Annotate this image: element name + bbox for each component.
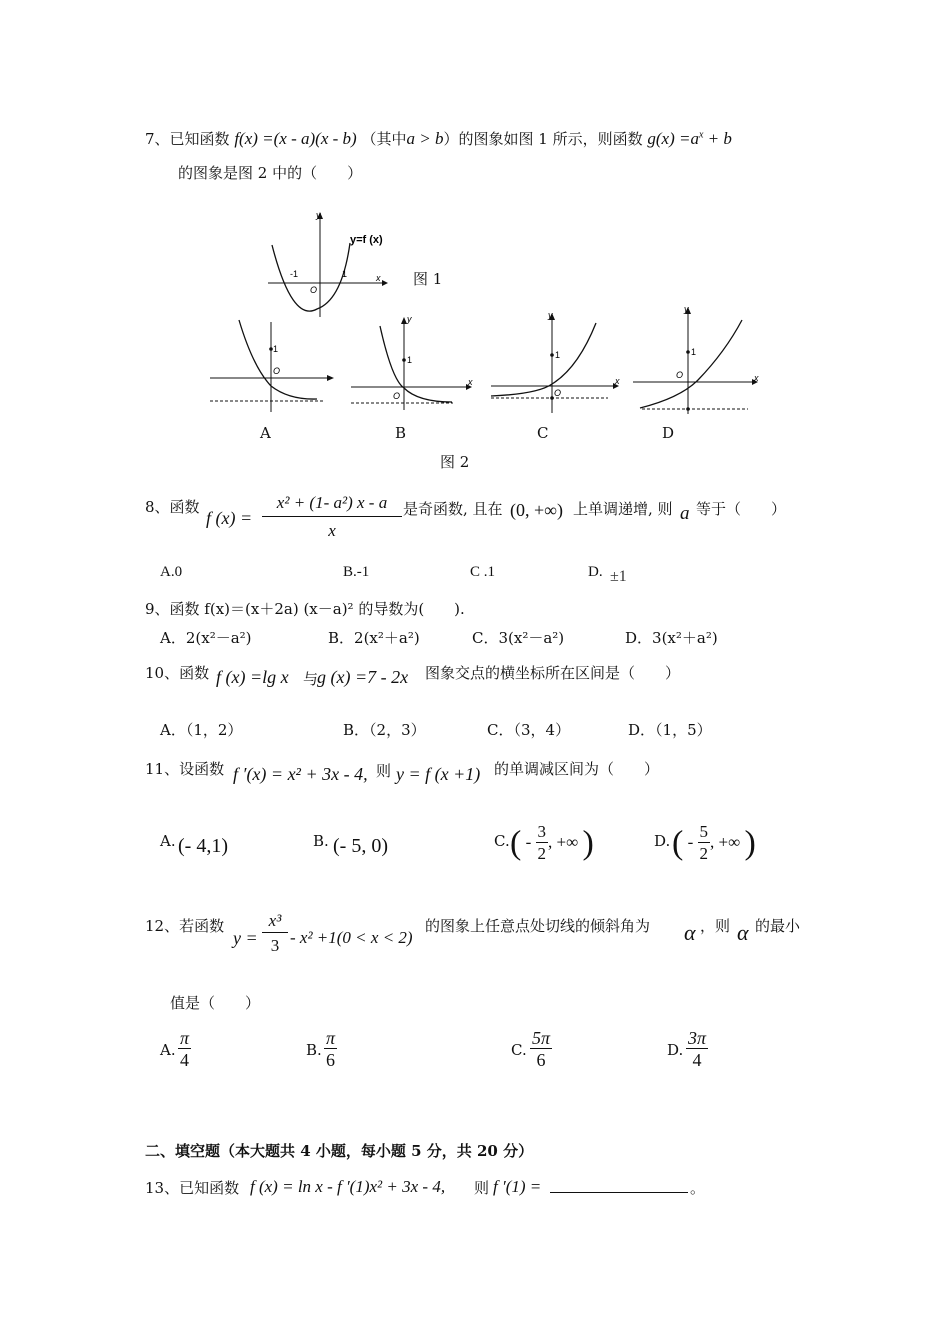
q13-ask: f ′(1) = <box>493 1177 542 1196</box>
q12-option-a-label: A. <box>160 1041 176 1059</box>
q11-d-minus: - <box>687 832 694 852</box>
fig2b-point-1 <box>402 358 406 362</box>
fig2a-one: 1 <box>273 344 279 354</box>
q13-prefix: 13、已知函数 <box>145 1179 240 1197</box>
fig1-neg-one: -1 <box>290 269 299 279</box>
fig2c-point-1 <box>550 353 554 357</box>
fig2d-x-label: x <box>754 373 759 383</box>
q8-denominator: x <box>328 521 336 540</box>
q12-prefix: 12、若函数 <box>145 917 225 935</box>
q7-condition: a > b <box>406 129 444 148</box>
q8-option-c: C .1 <box>470 564 496 580</box>
q10-f: f (x) =lg x <box>216 667 289 687</box>
q11-option-a: (- 4,1) <box>178 835 228 857</box>
q12-c-num: 5π <box>532 1028 551 1048</box>
fig2b-x-label: x <box>468 377 473 387</box>
fig2a-curve <box>239 320 317 399</box>
fig1-caption: 图 1 <box>413 270 443 288</box>
fig2-graph-b <box>348 310 478 410</box>
q8-mid: 是奇函数, 且在 <box>403 500 503 518</box>
q12-fraction <box>262 910 288 959</box>
q12-option-d <box>686 1028 708 1071</box>
q12-tail: 的最小 <box>755 917 801 935</box>
q11-y: y = f (x +1) <box>396 764 481 784</box>
q10-tail: 图象交点的横坐标所在区间是（ ） <box>425 664 681 682</box>
fig2-graph-c <box>488 308 628 413</box>
fig2-option-b: B <box>395 424 407 442</box>
q10-g: g (x) =7 - 2x <box>317 667 409 687</box>
q9-option-d: D．3(x²＋a²) <box>625 629 718 647</box>
fig2d-one: 1 <box>691 347 697 357</box>
q7-g-function <box>647 129 732 148</box>
fig2-option-d: D <box>662 424 675 442</box>
q9-option-b: B．2(x²＋a²) <box>328 629 420 647</box>
fig2a-origin: O <box>273 366 281 376</box>
q11-c-fraction <box>536 822 549 865</box>
q12-a-den: 4 <box>180 1050 190 1070</box>
fig1-curve-label: y=f (x) <box>350 234 383 246</box>
q8-option-d-value: ±1 <box>610 568 627 585</box>
q11-d-open-paren: ( <box>672 824 684 862</box>
fig2d-y-label: y <box>684 304 689 314</box>
fig2d-curve <box>640 320 742 408</box>
q12-b-den: 6 <box>326 1050 336 1070</box>
q7-line1 <box>145 128 732 149</box>
q12-alpha-2: α <box>737 920 749 945</box>
q12-rest: - x² +1(0 < x < 2) <box>290 928 413 947</box>
q12-line2: 值是（ ） <box>170 994 261 1012</box>
fig1-x-label: x <box>376 273 381 283</box>
q10-mid: 与 <box>303 670 319 688</box>
q12-a-num: π <box>180 1028 190 1048</box>
q11-d-fraction <box>698 822 711 865</box>
q8-option-a: A.0 <box>160 564 183 580</box>
q13-function: f (x) = ln x - f ′(1)x² + 3x - 4, <box>250 1177 446 1196</box>
fig1-x-arrow <box>382 280 388 286</box>
q11-mid: 则 <box>376 762 392 780</box>
q11-c-post: , +∞ <box>548 832 579 852</box>
fig1-parabola <box>272 243 350 311</box>
q7-g-tail: + b <box>703 129 732 148</box>
q8-option-b: B.-1 <box>343 564 370 580</box>
fig2-option-a: A <box>260 424 271 442</box>
q11-option-c-label: C. <box>494 832 510 850</box>
q11-option-d <box>672 822 756 865</box>
q13-mid: 则 <box>474 1179 490 1197</box>
figure-1 <box>262 205 392 325</box>
fig2c-one: 1 <box>555 350 561 360</box>
fig2a-x-arrow <box>327 375 334 381</box>
q12-mid2: ，则 <box>700 917 731 935</box>
fig2b-curve <box>380 326 452 402</box>
q10-option-c: C．（3，4） <box>487 721 571 739</box>
q12-b-num: π <box>326 1028 336 1048</box>
q12-option-b <box>324 1028 337 1071</box>
fig2c-curve <box>491 323 596 396</box>
q11-option-d-label: D. <box>654 832 671 850</box>
q8-interval: (0, +∞) <box>510 500 563 520</box>
q7-function: f(x) =(x - a)(x - b) <box>234 129 357 148</box>
q12-d-den: 4 <box>692 1050 702 1070</box>
q11-tail: 的单调减区间为（ ） <box>494 760 660 778</box>
fig2d-point-1 <box>686 350 690 354</box>
q12-option-b-label: B. <box>306 1041 322 1059</box>
q8-option-d: D. <box>588 564 603 580</box>
q11-c-close-paren: ) <box>582 824 594 862</box>
q8-var: a <box>680 503 690 524</box>
q9-option-a: A．2(x²－a²) <box>160 629 252 647</box>
q8-prefix: 8、函数 <box>145 498 200 516</box>
fig2-graph-d <box>630 302 765 414</box>
fig2c-origin: O <box>554 388 562 398</box>
q10-option-b: B．（2，3） <box>343 721 426 739</box>
q11-d-den: 2 <box>699 844 708 863</box>
fig2d-point-asym <box>686 407 690 411</box>
q8-end: 等于（ ） <box>696 500 787 518</box>
q8-function: f (x) = <box>206 508 253 528</box>
q11-c-open-paren: ( <box>510 824 522 862</box>
q13-end: 。 <box>690 1179 706 1197</box>
fig1-one: 1 <box>342 269 348 279</box>
q12-option-c-label: C. <box>511 1041 527 1059</box>
q11-d-post: , +∞ <box>710 832 741 852</box>
q10-prefix: 10、函数 <box>145 664 210 682</box>
fig2d-origin: O <box>676 370 684 380</box>
q7-cond-open: （其中 <box>361 130 407 148</box>
fig1-y-label: y <box>316 210 321 220</box>
q7-g-exp: x <box>698 129 704 141</box>
q12-mid: 的图象上任意点处切线的倾斜角为 <box>425 917 651 935</box>
q7-cond-close: ）的图象如图 1 所示，则函数 <box>443 130 643 148</box>
q11-option-a-label: A. <box>160 832 176 850</box>
q11-d-num: 5 <box>699 822 708 841</box>
q12-alpha-1: α <box>684 920 696 945</box>
q12-option-d-label: D. <box>667 1041 684 1059</box>
section-2-title: 二、填空题（本大题共 4 小题，每小题 5 分，共 20 分） <box>145 1142 534 1160</box>
q11-d-close-paren: ) <box>744 824 756 862</box>
q13-answer-blank[interactable] <box>550 1180 688 1193</box>
q11-option-c <box>510 822 594 865</box>
q9-option-c: C．3(x²－a²) <box>472 629 565 647</box>
q10-option-d: D．（1，5） <box>628 721 712 739</box>
q11-option-b: (- 5, 0) <box>333 835 388 857</box>
q12-option-a <box>178 1028 191 1071</box>
q10-option-a: A．（1，2） <box>160 721 243 739</box>
q12-option-c <box>530 1028 552 1071</box>
fig2-caption: 图 2 <box>440 453 470 471</box>
q11-option-b-label: B. <box>313 832 329 850</box>
fig2b-y-label: y <box>407 314 412 324</box>
q7-g-base: g(x) =a <box>647 129 699 148</box>
q12-numerator: x³ <box>262 910 288 933</box>
fig2c-x-label: x <box>615 376 620 386</box>
q7-stem: 7、已知函数 <box>145 130 230 148</box>
q7-line2: 的图象是图 2 中的（ ） <box>178 164 363 182</box>
q11-c-den: 2 <box>537 844 546 863</box>
q11-c-num: 3 <box>537 822 546 841</box>
q8-numerator: x² + (1- a²) x - a <box>262 490 402 517</box>
fig2-option-c: C <box>537 424 549 442</box>
q11-derivative: f ′(x) = x² + 3x - 4, <box>233 764 368 784</box>
q11-prefix: 11、设函数 <box>145 760 225 778</box>
q12-c-den: 6 <box>536 1050 546 1070</box>
fig2b-origin: O <box>393 391 401 401</box>
q9-stem: 9、函数 f(x)＝(x＋2a) (x－a)² 的导数为( ). <box>145 600 465 618</box>
q11-c-minus: - <box>525 832 532 852</box>
fig2b-one: 1 <box>407 355 413 365</box>
fig2-graph-a <box>205 312 340 412</box>
fig2c-y-label: y <box>548 310 553 320</box>
fig1-origin: O <box>310 285 318 295</box>
q12-d-num: 3π <box>688 1028 707 1048</box>
q12-denominator: 3 <box>270 936 280 955</box>
q8-fraction <box>262 490 402 545</box>
q12-y: y = <box>233 928 258 948</box>
q8-tail: 上单调递增, 则 <box>573 500 673 518</box>
